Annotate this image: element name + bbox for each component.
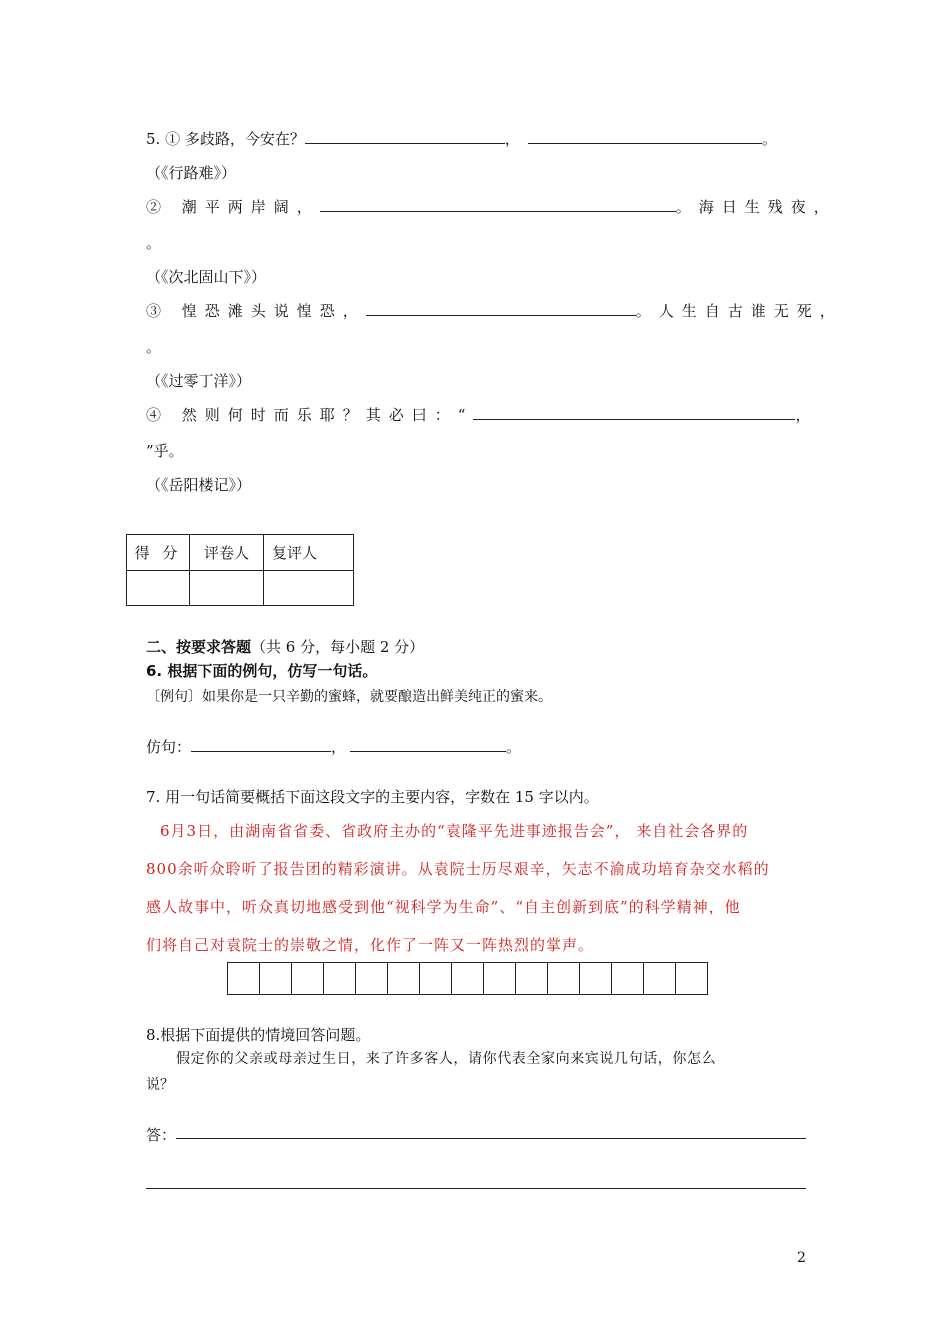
q5-item1-line (146, 128, 777, 149)
q6-answer-label: 仿句： (146, 738, 192, 756)
q5-item2-line (146, 196, 837, 217)
score-header-reviewer: 复评人 (264, 535, 354, 571)
q7-title: 7. 用一句话简要概括下面这段文字的主要内容，字数在 15 字以内。 (146, 788, 599, 806)
q5-item4-line (146, 404, 810, 425)
q5-item2-prefix: ② 潮平两岸阔， (146, 198, 320, 216)
q5-item2-end: 。 (146, 234, 162, 252)
q5-item1-source: （《行路难》） (146, 164, 237, 182)
section2-title: 二、按要求答题 (146, 638, 252, 656)
q7-answer-box[interactable] (419, 962, 452, 995)
q7-answer-box[interactable] (643, 962, 676, 995)
section2-note: （共 6 分，每小题 2 分） (251, 638, 425, 656)
q5-item2-mid: 。海日生残夜， (675, 198, 837, 216)
q7-answer-box[interactable] (483, 962, 516, 995)
q7-answer-box[interactable] (611, 962, 644, 995)
q5-item3-line (146, 300, 843, 321)
q7-answer-box[interactable] (515, 962, 548, 995)
score-header-grader: 评卷人 (190, 535, 264, 571)
q7-answer-box[interactable] (227, 962, 260, 995)
q5-item4-prefix: ④ 然则何时而乐耶？其必曰：“ (146, 406, 474, 424)
q7-answer-box[interactable] (291, 962, 324, 995)
q5-item3-blank1[interactable] (366, 301, 636, 316)
q5-item1-blank2[interactable] (528, 129, 762, 144)
q5-item4-sep: ， (795, 406, 811, 424)
q7-passage-line-3: 感人故事中，听众真切地感受到他“视科学为生命”、“自主创新到底”的科学精神，他 (146, 898, 741, 916)
score-table-header-row (127, 535, 354, 571)
score-cell[interactable] (127, 571, 190, 606)
q5-item3-end: 。 (146, 338, 162, 356)
q7-answer-box[interactable] (579, 962, 612, 995)
score-table-entry-row (127, 571, 354, 606)
q7-answer-box[interactable] (387, 962, 420, 995)
q8-answer-label: 答： (146, 1126, 177, 1144)
q7-passage-line-4: 们将自己对袁院士的崇敬之情，化作了一阵又一阵热烈的掌声。 (146, 936, 595, 954)
q6-sep: ， (331, 738, 347, 756)
score-header-score: 得 分 (127, 535, 190, 571)
section2-heading (146, 636, 424, 657)
grader-cell[interactable] (190, 571, 264, 606)
q5-item1-blank1[interactable] (305, 129, 505, 144)
q5-item1-prefix: 5. ① 多歧路，今安在？ (146, 130, 305, 148)
q8-answer-line-2[interactable] (146, 1188, 806, 1189)
q7-answer-box[interactable] (323, 962, 356, 995)
q6-answer-blank2[interactable] (350, 737, 506, 752)
q5-item3-prefix: ③ 惶恐滩头说惶恐， (146, 302, 366, 320)
q6-end: 。 (506, 738, 522, 756)
q7-answer-boxes (228, 962, 708, 995)
score-table (126, 534, 354, 606)
q5-item2-source: （《次北固山下》） (146, 268, 267, 286)
q5-item1-end: 。 (761, 130, 777, 148)
q6-title: 6. 根据下面的例句，仿写一句话。 (146, 662, 378, 680)
q8-prompt-line-2: 说？ (146, 1077, 174, 1093)
q5-item4-blank1[interactable] (473, 405, 795, 420)
q7-answer-box[interactable] (451, 962, 484, 995)
q7-passage-line-2: 800余听众聆听了报告团的精彩演讲。从袁院士历尽艰辛，矢志不渝成功培育杂交水稻的 (146, 860, 770, 878)
q8-title: 8.根据下面提供的情境回答问题。 (146, 1026, 371, 1044)
q6-example: 〔例句〕如果你是一只辛勤的蜜蜂，就要酿造出鲜美纯正的蜜来。 (146, 689, 552, 705)
q6-answer-blank1[interactable] (191, 737, 331, 752)
q6-answer-line (146, 736, 521, 757)
q8-answer-line-1[interactable] (176, 1138, 806, 1139)
q7-answer-box[interactable] (547, 962, 580, 995)
q5-item1-sep: ， (504, 130, 520, 148)
q7-answer-box[interactable] (259, 962, 292, 995)
reviewer-cell[interactable] (264, 571, 354, 606)
q5-item3-mid: 。人生自古谁无死， (635, 302, 843, 320)
q5-item2-blank1[interactable] (320, 197, 676, 212)
q5-item4-end: ”乎。 (146, 442, 184, 460)
q7-passage-line-1: 6月3日，由湖南省省委、省政府主办的“袁隆平先进事迹报告会”， 来自社会各界的 (160, 822, 749, 840)
q7-answer-box[interactable] (675, 962, 708, 995)
q7-answer-box[interactable] (355, 962, 388, 995)
q8-prompt-line-1: 假定你的父亲或母亲过生日，来了许多客人，请你代表全家向来宾说几句话，你怎么 (176, 1051, 717, 1067)
page-number: 2 (797, 1250, 806, 1266)
q5-item3-source: （《过零丁洋》） (146, 372, 252, 390)
q5-item4-source: （《岳阳楼记》） (146, 476, 252, 494)
